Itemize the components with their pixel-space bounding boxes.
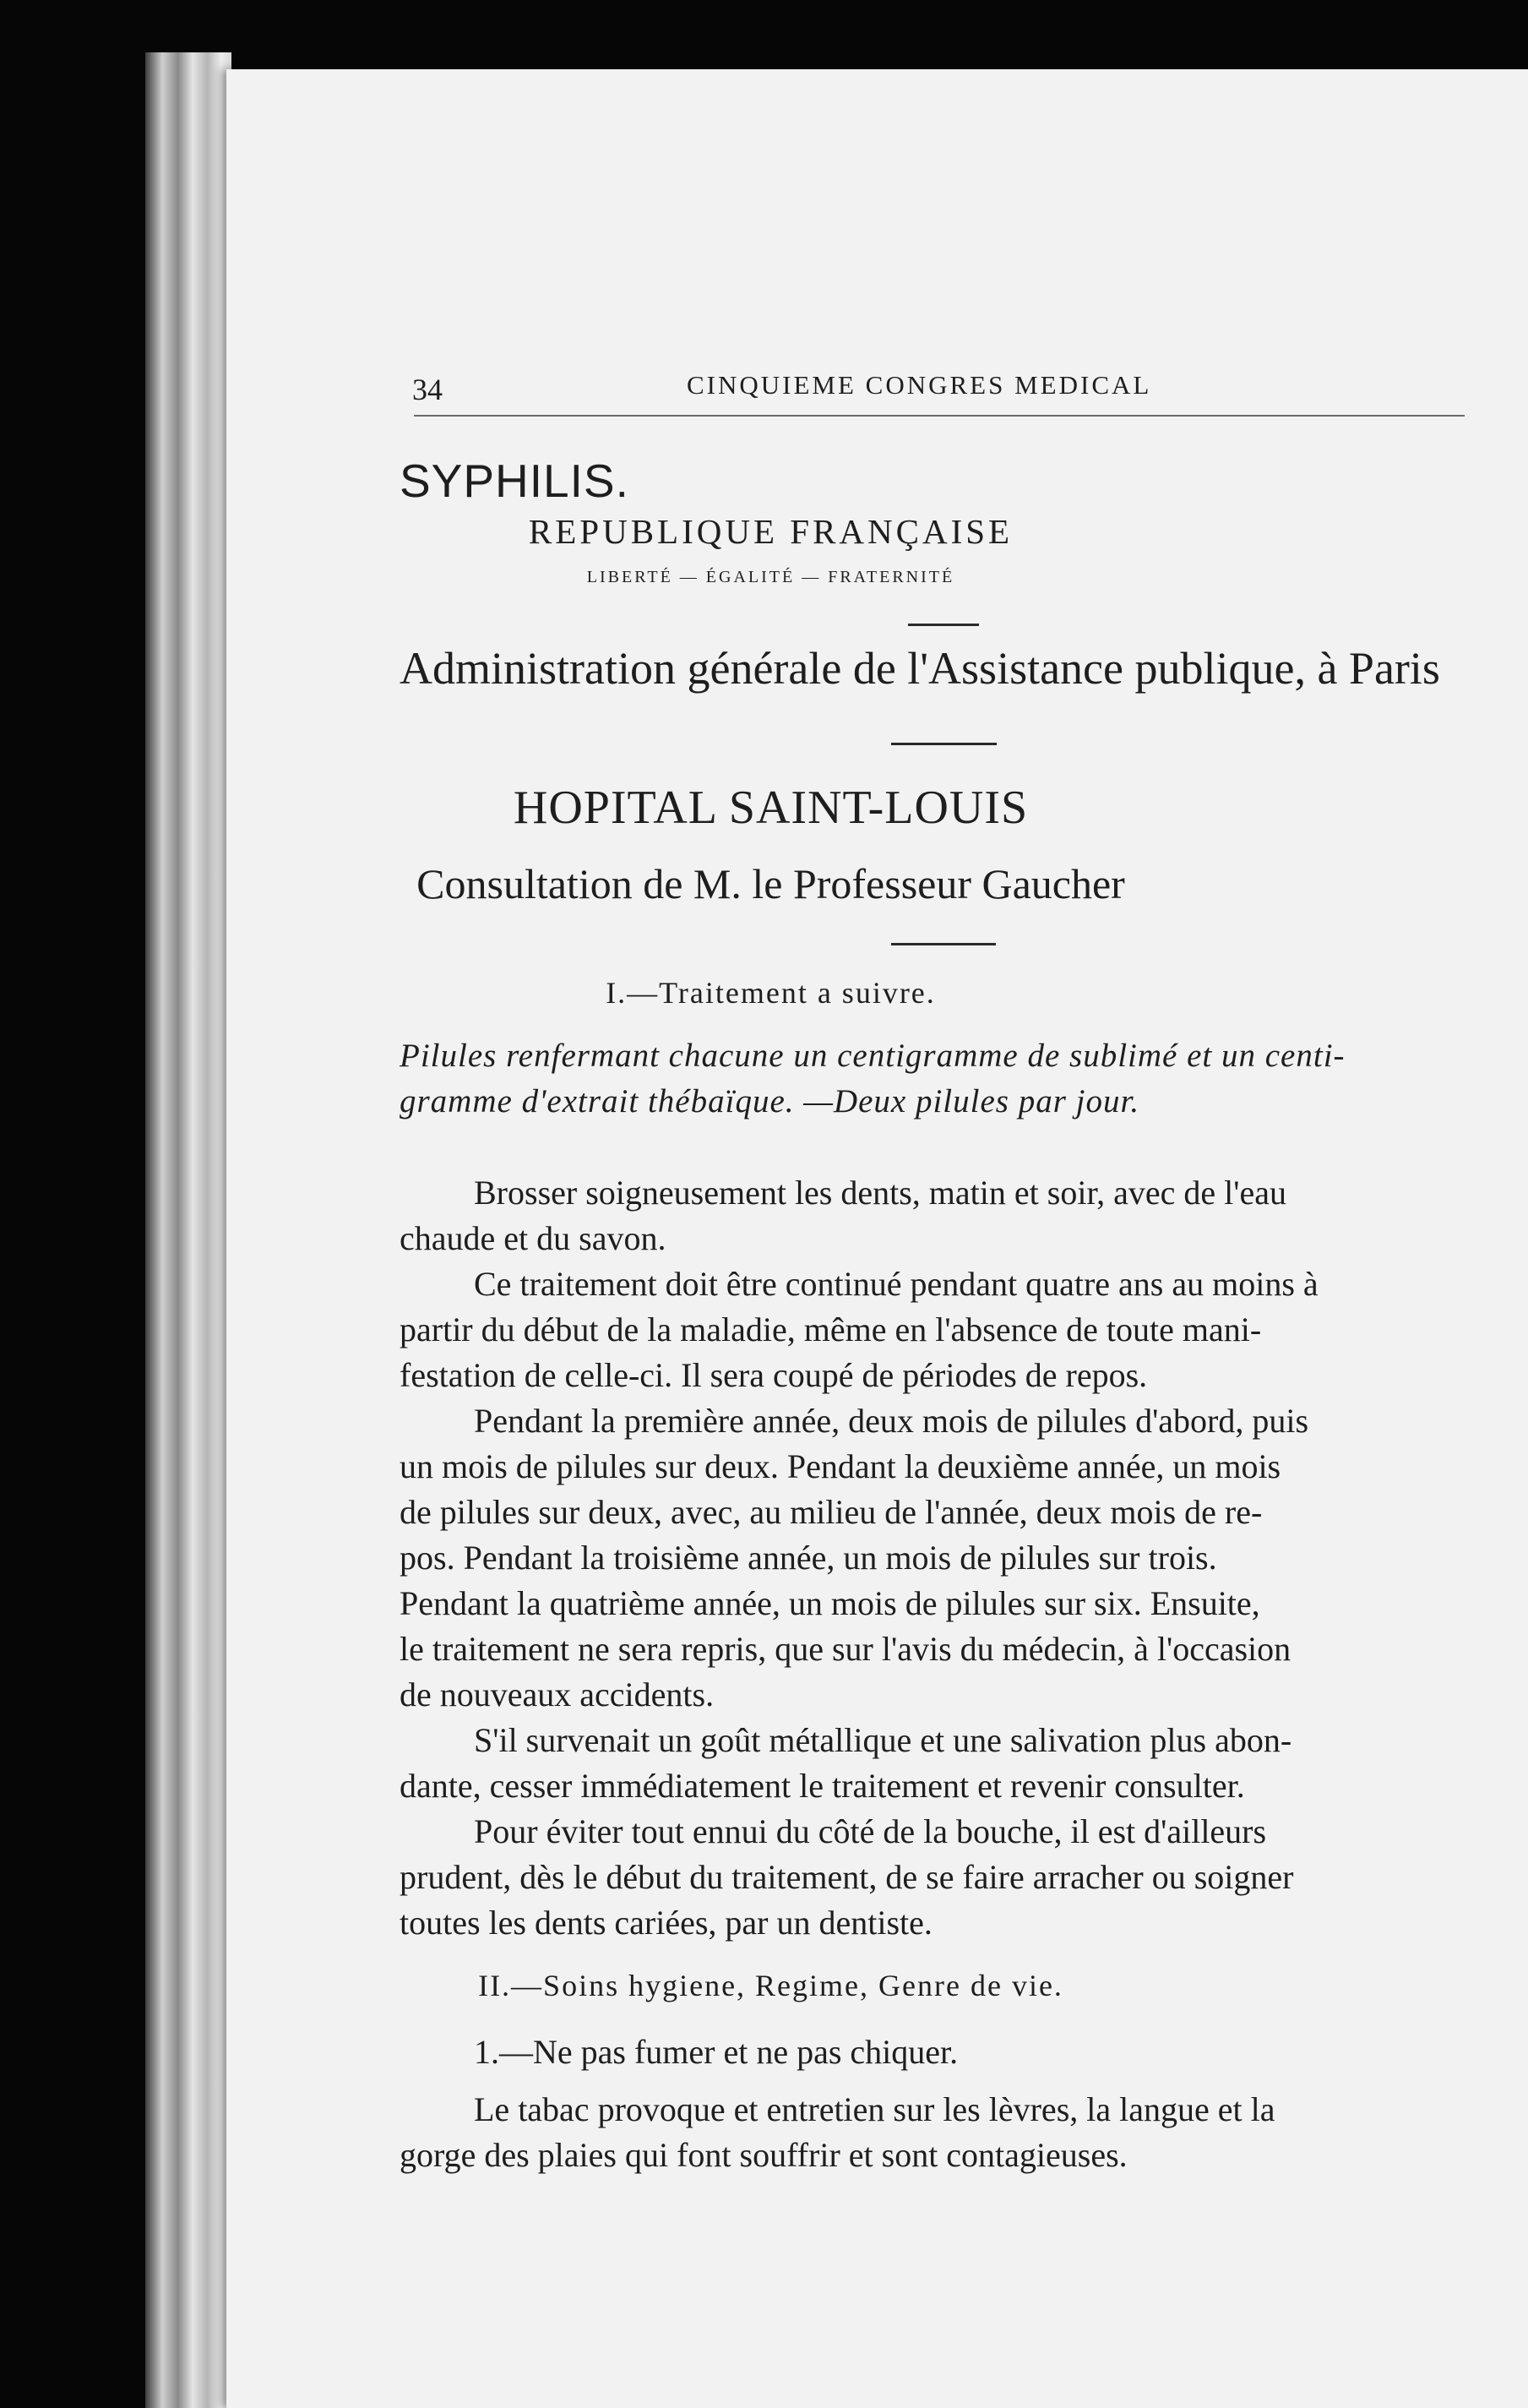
consultation-heading: Consultation de M. le Professeur Gaucher (416, 860, 1125, 907)
section-heading-treatment: I.—Traitement a suivre. (606, 976, 936, 1010)
divider-rule (891, 743, 997, 745)
body-line: partir du début de la maladie, même en l'absence de toute mani- (400, 1310, 1262, 1348)
body-line: le traitement ne sera repris, que sur l'avis du médecin, à l'occasion (400, 1630, 1291, 1668)
body-line: festation de celle-ci. Il sera coupé de périodes de repos. (400, 1356, 1148, 1394)
running-head: CINQUIEME CONGRES MEDICAL (687, 370, 1152, 400)
republic-heading: REPUBLIQUE FRANÇAISE (528, 512, 1014, 551)
body-line: prudent, dès le début du traitement, de se faire arracher ou soigner (400, 1858, 1294, 1896)
body-line: chaude et du savon. (400, 1219, 666, 1257)
header-rule (414, 415, 1465, 417)
republic-motto: LIBERTÉ — ÉGALITÉ — FRATERNITÉ (586, 568, 955, 586)
body-line: gorge des plaies qui font souffrir et sont contagieuses. (400, 2136, 1128, 2174)
body-line: Brosser soigneusement les dents, matin et soir, avec de l'eau (474, 1174, 1287, 1212)
body-line: Pour éviter tout ennui du côté de la bouche, il est d'ailleurs (474, 1812, 1267, 1850)
body-line: 1.—Ne pas fumer et ne pas chiquer. (474, 2033, 959, 2071)
body-line: pos. Pendant la troisième année, un mois de pilules sur trois. (400, 1539, 1217, 1577)
section-title: SYPHILIS. (400, 455, 629, 507)
body-line: un mois de pilules sur deux. Pendant la deuxième année, un mois (400, 1447, 1281, 1485)
hospital-heading: HOPITAL SAINT-LOUIS (513, 782, 1029, 834)
body-line: Pendant la quatrième année, un mois de pilules sur six. Ensuite, (400, 1584, 1260, 1622)
body-line: Ce traitement doit être continué pendant quatre ans au moins à (474, 1265, 1319, 1303)
body-line: S'il survenait un goût métallique et une salivation plus abon- (474, 1721, 1292, 1759)
body-line: toutes les dents cariées, par un dentiste. (400, 1904, 933, 1942)
prescription-line: gramme d'extrait thébaïque. —Deux pilules par jour. (400, 1083, 1140, 1120)
prescription-line: Pilules renfermant chacune un centigramme de sublimé et un centi- (400, 1038, 1346, 1074)
divider-rule (891, 943, 996, 945)
book-page-edges (145, 52, 231, 2408)
body-line: Pendant la première année, deux mois de pilules d'abord, puis (474, 1402, 1309, 1440)
administration-heading: Administration générale de l'Assistance publique, à Paris (400, 643, 1440, 694)
book-page (226, 69, 1528, 2408)
section-heading-hygiene: II.—Soins hygiene, Regime, Genre de vie. (478, 1969, 1063, 2002)
body-line: Le tabac provoque et entretien sur les lèvres, la langue et la (474, 2090, 1275, 2128)
body-line: de pilules sur deux, avec, au milieu de l'année, deux mois de re- (400, 1493, 1263, 1531)
page-number: 34 (412, 373, 443, 406)
divider-rule (908, 624, 979, 626)
body-line: dante, cesser immédiatement le traitement et revenir consulter. (400, 1767, 1245, 1805)
body-line: de nouveaux accidents. (400, 1675, 715, 1713)
